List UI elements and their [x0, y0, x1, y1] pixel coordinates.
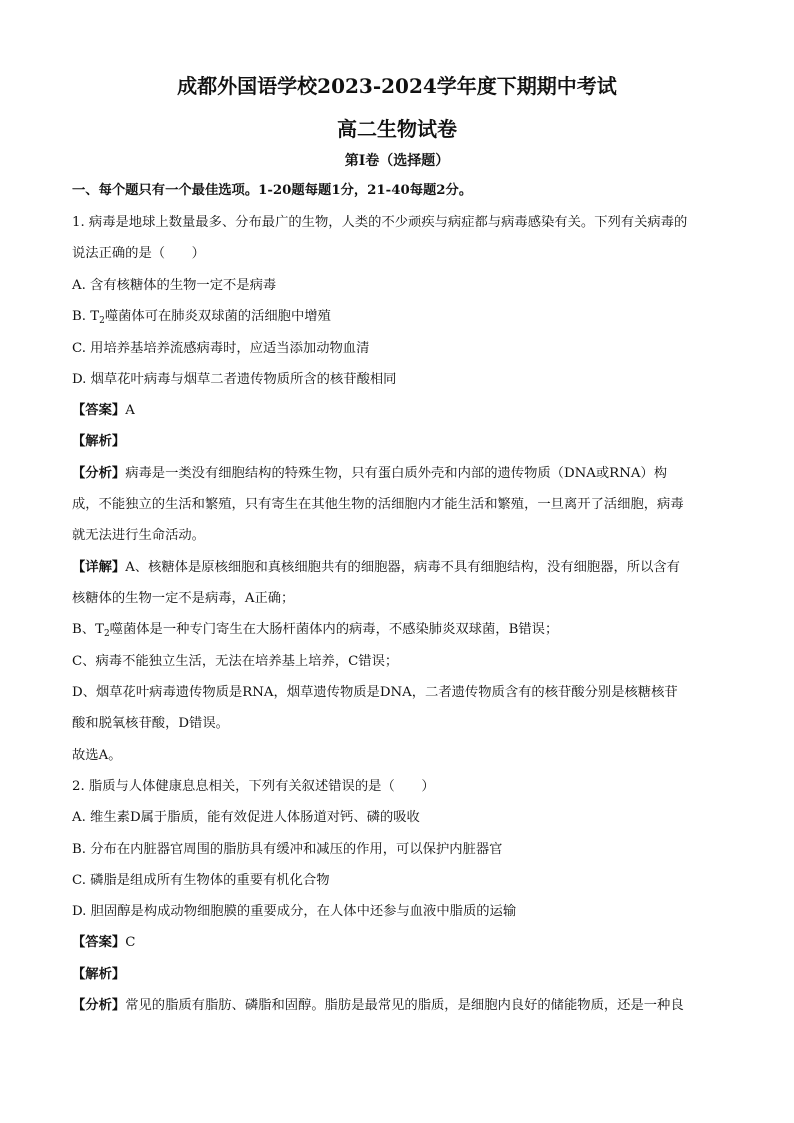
q1-option-c: C. 用培养基培养流感病毒时，应适当添加动物血清 [72, 341, 370, 356]
q1-detail-b [72, 620, 722, 640]
q2-fenxi-label: 【分析】 [72, 998, 126, 1013]
q1-stem-line2: 说法正确的是（ ） [72, 246, 205, 261]
instructions: 一、每个题只有一个最佳选项。1-20题每题1分，21-40每题2分。 [72, 183, 473, 198]
q2-analysis-label: 【解析】 [72, 967, 126, 982]
q1-option-b-pre: B. T [72, 309, 100, 324]
q1-detail-b-sub: 2 [103, 629, 110, 639]
q1-fenxi-line1 [72, 464, 722, 484]
q1-detail-a-line2: 核糖体的生物一定不是病毒，A正确； [72, 591, 295, 606]
q2-answer [72, 933, 722, 953]
q1-answer-label: 【答案】 [72, 403, 126, 418]
q1-fenxi-text1: 病毒是一类没有细胞结构的特殊生物，只有蛋白质外壳和内部的遗传物质（DNA或RNA）构 [125, 466, 668, 481]
q1-fenxi-line3: 就无法进行生命活动。 [72, 528, 205, 543]
q1-conclusion: 故选A。 [72, 748, 122, 763]
q1-option-d: D. 烟草花叶病毒与烟草二者遗传物质所含的核苷酸相同 [72, 372, 397, 387]
q2-stem: 2. 脂质与人体健康息息相关，下列有关叙述错误的是（ ） [72, 779, 435, 794]
q1-option-a: A. 含有核糖体的生物一定不是病毒 [72, 278, 277, 293]
q2-option-d: D. 胆固醇是构成动物细胞膜的重要成分，在人体中还参与血液中脂质的运输 [72, 904, 517, 919]
q1-fenxi-line2: 成，不能独立的生活和繁殖，只有寄生在其他生物的活细胞内才能生活和繁殖，一旦离开了活细胞，病毒 [72, 497, 684, 512]
q1-detail-d-line2: 酸和脱氧核苷酸，D错误。 [72, 716, 229, 731]
q1-detail-b-post: 噬菌体是一种专门寄生在大肠杆菌体内的病毒，不感染肺炎双球菌，B错误； [109, 622, 559, 637]
exam-subtitle: 高二生物试卷 [337, 117, 457, 141]
q1-option-b-post: 噬菌体可在肺炎双球菌的活细胞中增殖 [104, 309, 331, 324]
q1-analysis-label: 【解析】 [72, 434, 126, 449]
q1-option-b [72, 307, 722, 327]
q2-fenxi-text1: 常见的脂质有脂肪、磷脂和固醇。脂肪是最常见的脂质，是细胞内良好的储能物质，还是一种良 [125, 998, 684, 1013]
q2-fenxi-line1 [72, 996, 722, 1016]
q2-option-a: A. 维生素D属于脂质，能有效促进人体肠道对钙、磷的吸收 [72, 810, 420, 825]
q2-answer-label: 【答案】 [72, 935, 126, 950]
q1-option-b-sub: 2 [99, 316, 105, 326]
exam-title: 成都外国语学校2023-2024学年度下期期中考试 [177, 74, 617, 98]
q1-answer-value: A [125, 403, 135, 418]
q2-option-c: C. 磷脂是组成所有生物体的重要有机化合物 [72, 873, 330, 888]
q1-detail-d-line1: D、烟草花叶病毒遗传物质是RNA，烟草遗传物质是DNA，二者遗传物质含有的核苷酸分别是核糖核苷 [72, 685, 678, 700]
q1-detail-label: 【详解】 [72, 560, 126, 575]
q1-detail-a-line1 [72, 558, 722, 578]
q1-detail-c: C、病毒不能独立生活，无法在培养基上培养，C错误； [72, 654, 399, 669]
q2-option-b: B. 分布在内脏器官周围的脂肪具有缓冲和减压的作用，可以保护内脏器官 [72, 842, 503, 857]
q1-detail-b-pre: B、T [72, 622, 104, 637]
q2-answer-value: C [125, 935, 136, 950]
section-heading: 第I卷（选择题） [344, 153, 450, 169]
q1-answer [72, 401, 722, 421]
q1-stem-line1: 1. 病毒是地球上数量最多、分布最广的生物，人类的不少顽疾与病症都与病毒感染有关。下列有关病毒的 [72, 215, 688, 230]
q1-detail-a-text1: A、核糖体是原核细胞和真核细胞共有的细胞器，病毒不具有细胞结构，没有细胞器，所以含有 [125, 560, 680, 575]
q1-fenxi-label: 【分析】 [72, 466, 126, 481]
